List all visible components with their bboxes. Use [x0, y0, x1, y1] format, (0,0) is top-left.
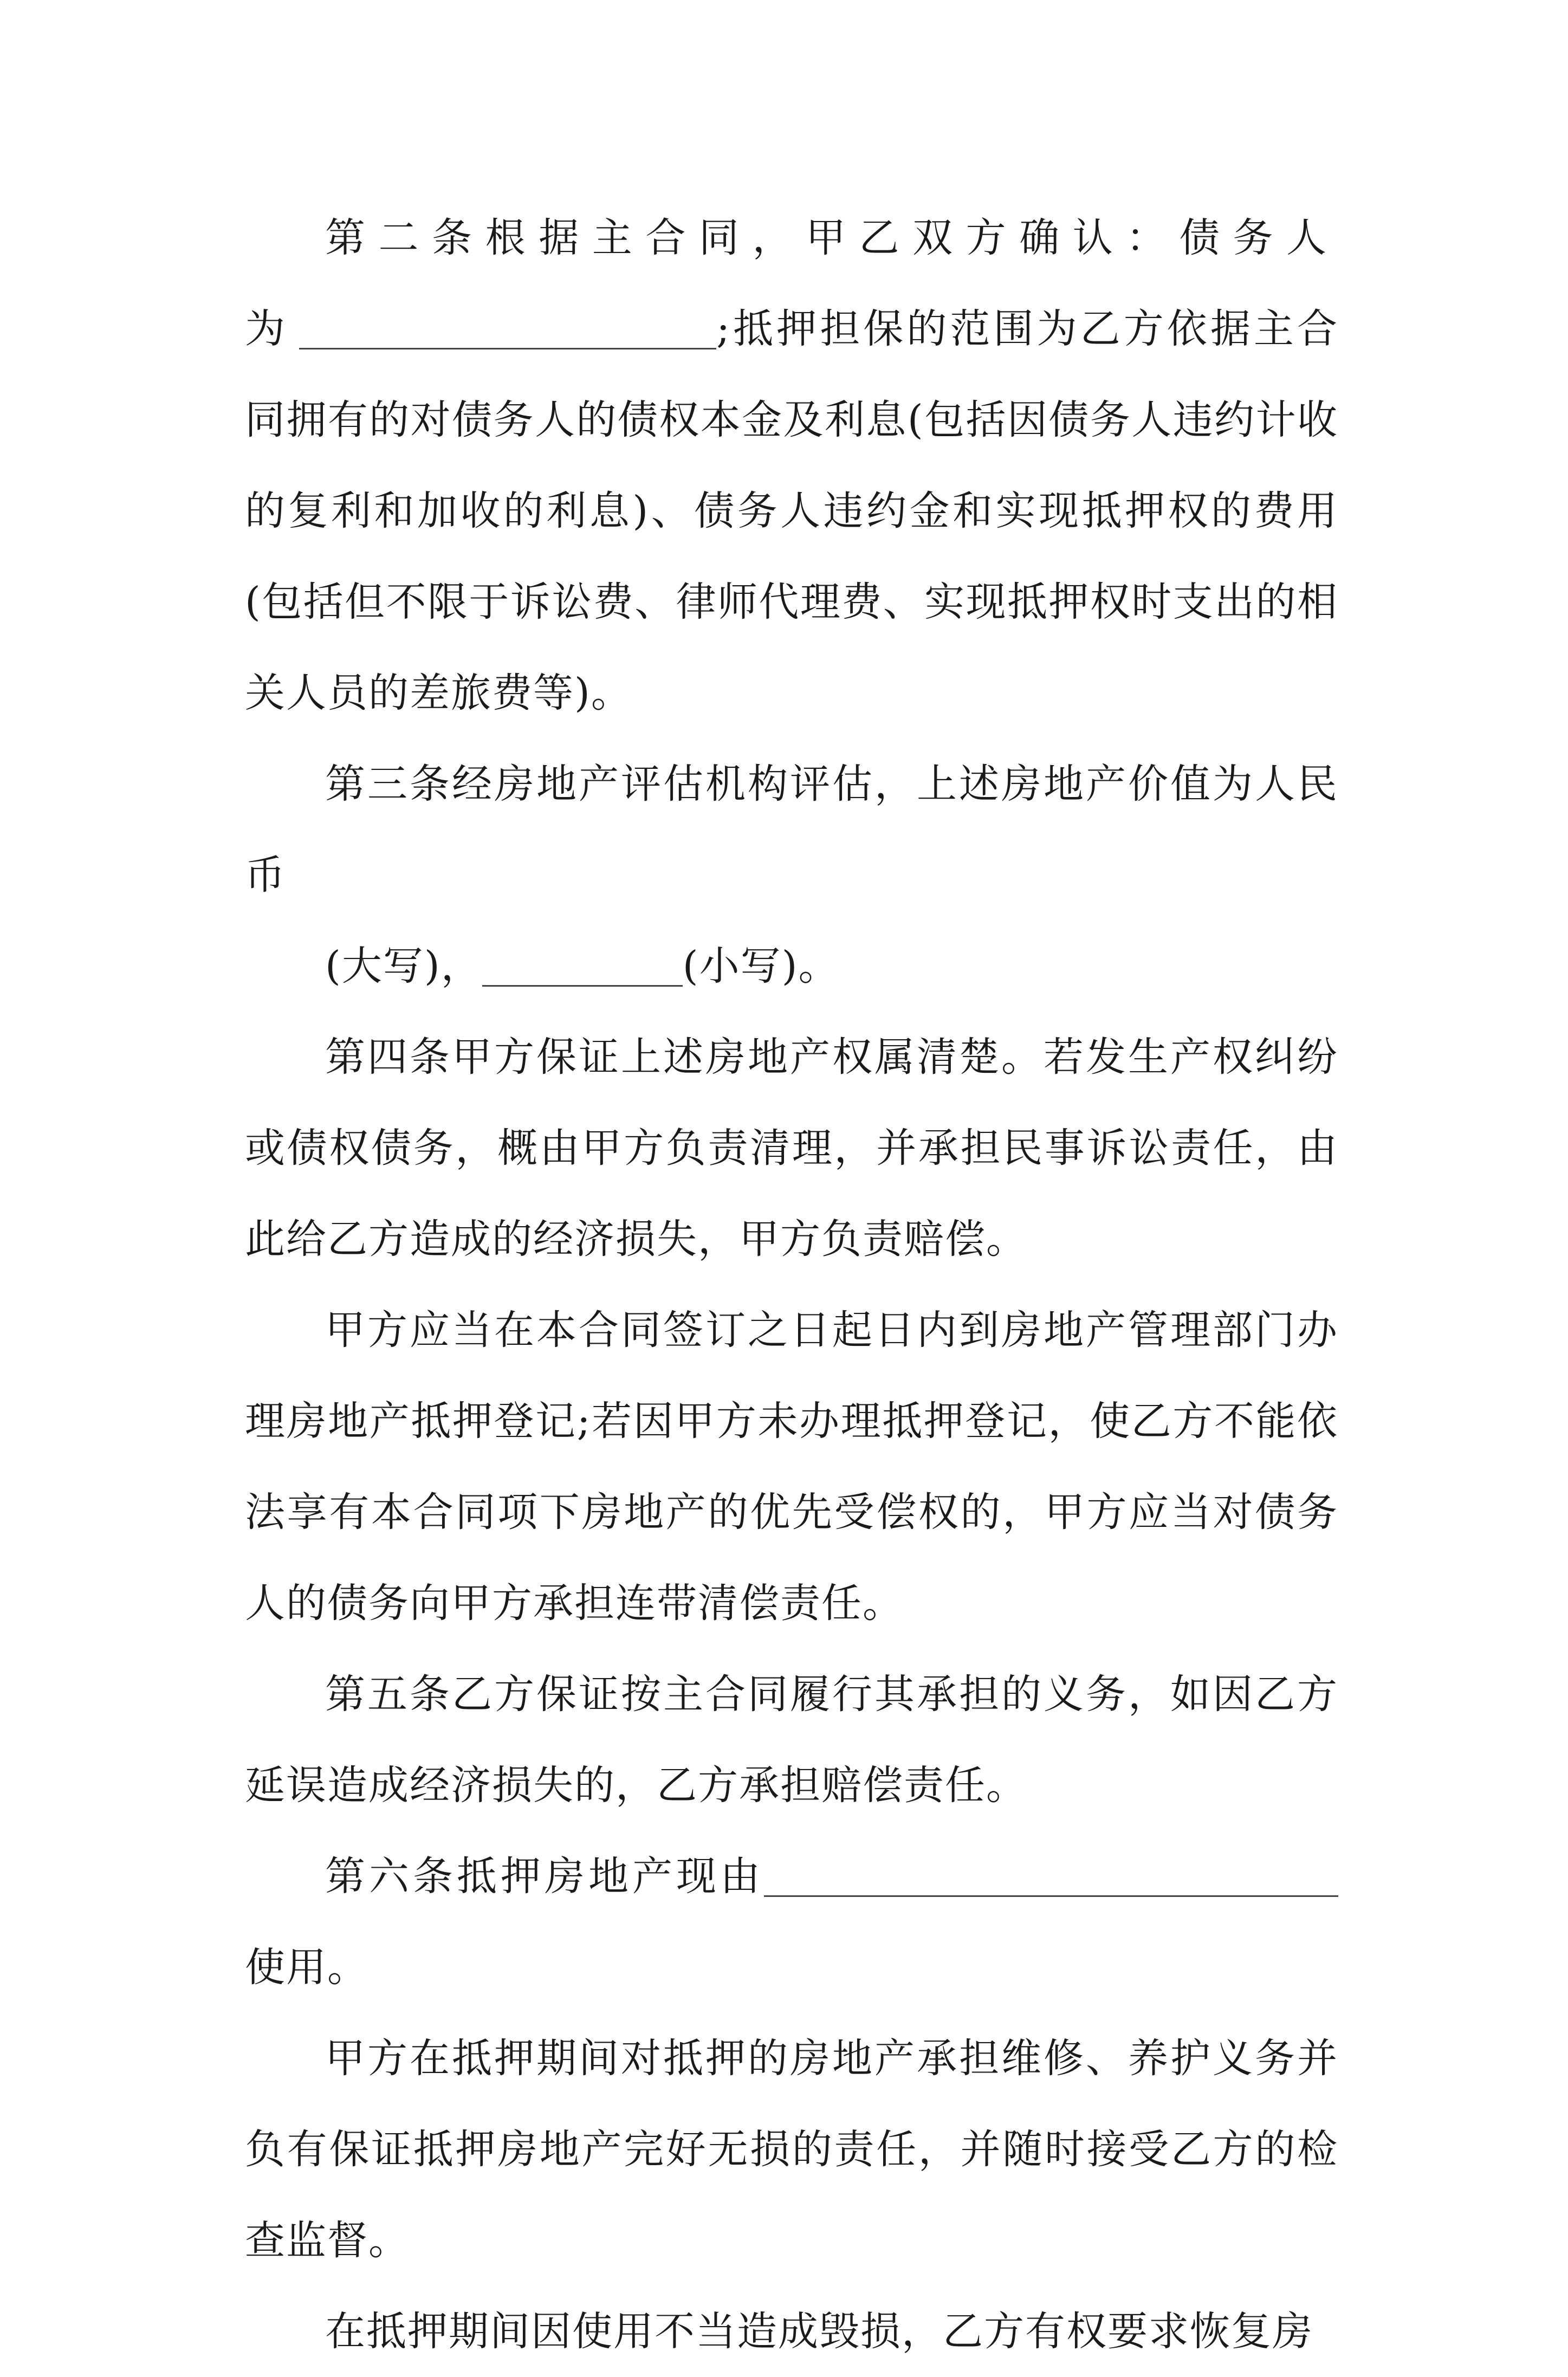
article-2-lead: 第二条根据主合同，甲乙双方确认：债务人为	[245, 215, 1338, 352]
article-2-paragraph	[245, 192, 1338, 739]
amount-lower-label: (小写)。	[682, 943, 840, 989]
article-4-paragraph	[245, 1012, 1338, 1285]
amount-upper-label: (大写)，	[325, 943, 482, 989]
amount-lower-blank	[482, 945, 683, 987]
article-6-maintenance: 甲方在抵押期间对抵押的房地产承担维修、养护义务并负有保证抵押房地产完好无损的责任，并随时接受乙方的检查监督。	[245, 2035, 1338, 2264]
article-3-amount-line	[245, 921, 1338, 1012]
article-4-registration-paragraph	[245, 1285, 1338, 1649]
article-6-use: 使用。	[245, 1944, 368, 1991]
article-6-paragraph	[245, 1831, 1338, 2013]
article-6-maintenance-paragraph	[245, 2013, 1338, 2286]
article-6-damage: 在抵押期间因使用不当造成毁损，乙方有权要求恢复房	[325, 2308, 1313, 2355]
article-3-paragraph	[245, 739, 1338, 921]
article-2-body: ;抵押担保的范围为乙方依据主合同拥有的对债务人的债权本金及利息(包括因债务人违约计收的复利和加收的利息)、债务人违约金和实现抵押权的费用(包括但不限于诉讼费、律师代理费、实现抵押权时支出的相关人员的差旅费等)。	[245, 306, 1338, 716]
debtor-name-blank	[299, 308, 716, 349]
article-6-damage-paragraph	[245, 2286, 1338, 2377]
article-5-paragraph	[245, 1649, 1338, 1831]
article-5-text: 第五条乙方保证按主合同履行其承担的义务，如因乙方延误造成经济损失的，乙方承担赔偿责任。	[245, 1671, 1338, 1809]
contract-page	[245, 192, 1338, 2377]
article-4-registration: 甲方应当在本合同签订之日起日内到房地产管理部门办理房地产抵押登记;若因甲方未办理抵押登记，使乙方不能依法享有本合同项下房地产的优先受偿权的，甲方应当对债务人的债务向甲方承担连带清偿责任。	[245, 1307, 1338, 1627]
article-6-lead: 第六条抵押房地产现由	[325, 1853, 764, 1900]
article-3-text: 第三条经房地产评估机构评估，上述房地产价值为人民币	[245, 761, 1338, 898]
article-4-text: 第四条甲方保证上述房地产权属清楚。若发生产权纠纷或债权债务，概由甲方负责清理，并承担民事诉讼责任，由此给乙方造成的经济损失，甲方负责赔偿。	[245, 1034, 1338, 1262]
occupant-blank	[764, 1855, 1338, 1897]
